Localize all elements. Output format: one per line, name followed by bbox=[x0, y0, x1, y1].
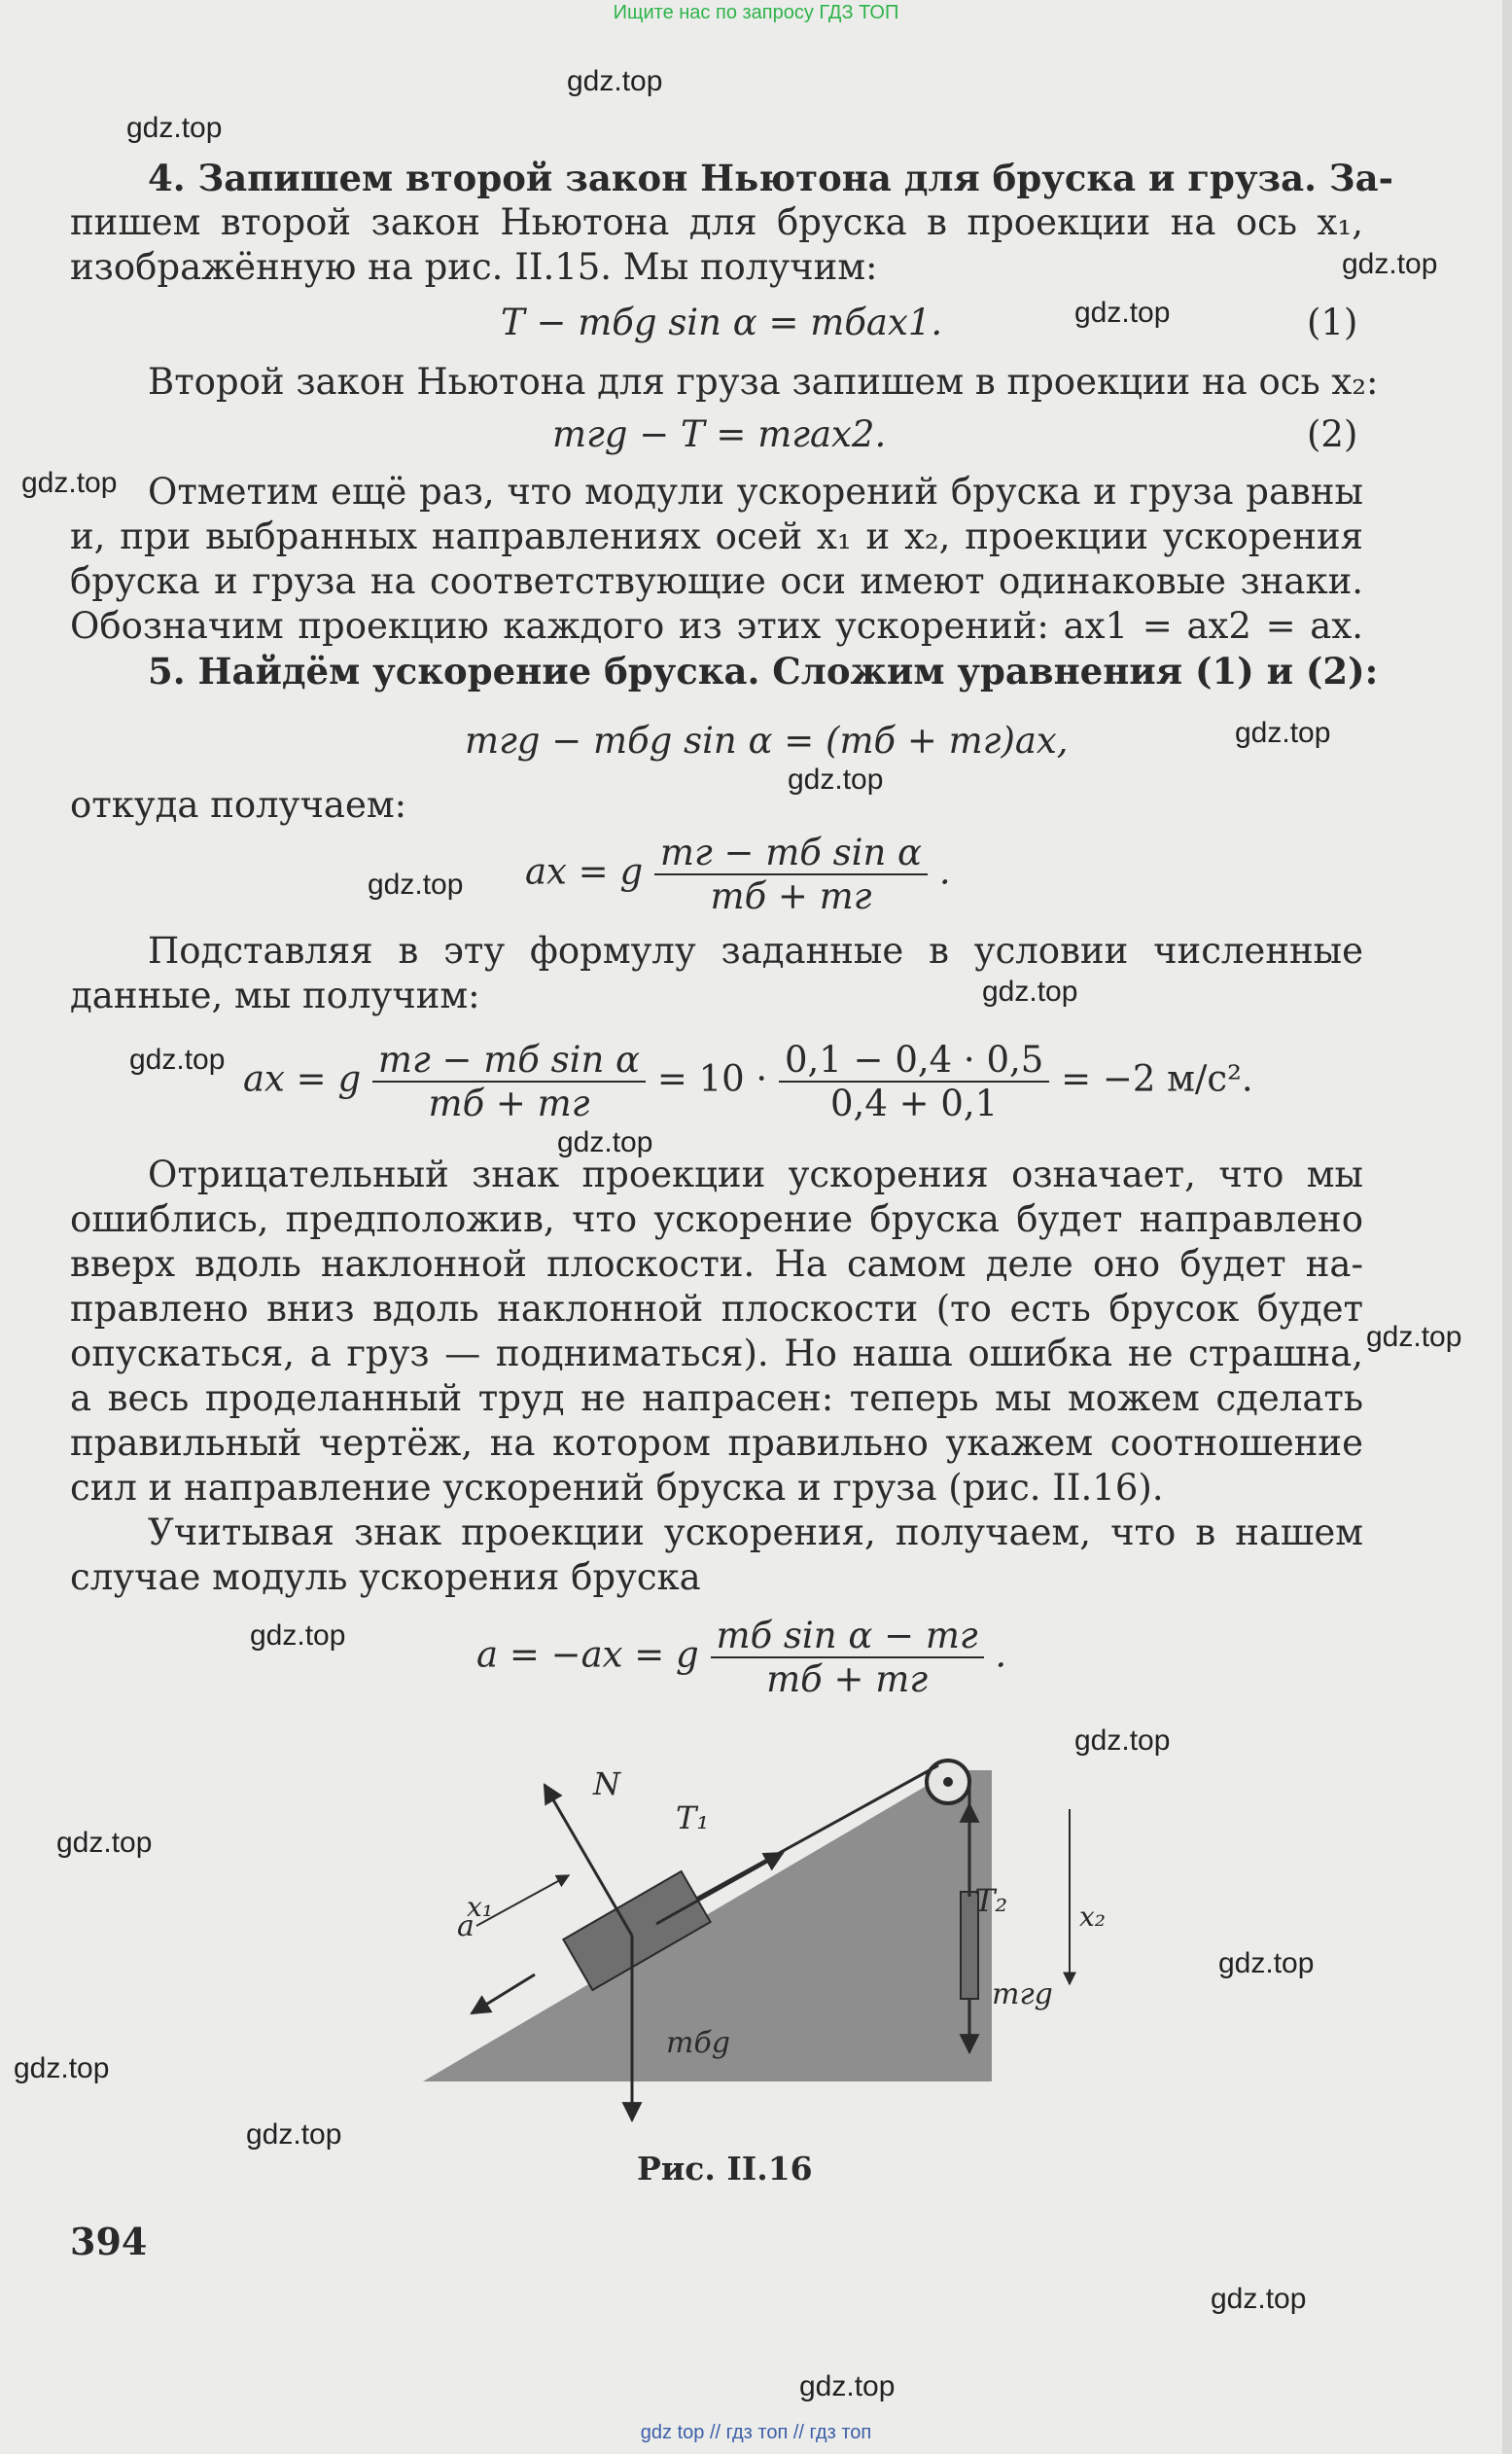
section-heading-5: 5. Найдём ускорение бруска. Сложим уравнения (1) и (2): bbox=[148, 650, 1379, 693]
text-line: опускаться, а груз — подниматься). Но наша ошибка не страшна, bbox=[70, 1333, 1363, 1374]
page-edge bbox=[1502, 0, 1512, 2454]
text-line: Второй закон Ньютона для груза запишем в проекции на ось x₂: bbox=[148, 361, 1379, 403]
equation-5 bbox=[243, 1039, 1253, 1124]
text-line: Подставляя в эту формулу заданные в условии численные bbox=[148, 930, 1363, 972]
text-line: Отрицательный знак проекции ускорения означает, что мы bbox=[148, 1154, 1363, 1195]
text-line: данные, мы получим: bbox=[70, 975, 480, 1016]
eq5-denominator: mб + mг bbox=[428, 1083, 590, 1124]
equation-2: mгg − T = mгax2. bbox=[552, 413, 887, 455]
equation-1: T − mбg sin α = mбax1. bbox=[501, 302, 943, 343]
text-line: Учитывая знак проекции ускорения, получаем, что в нашем bbox=[148, 1512, 1363, 1553]
label-a: a bbox=[457, 1909, 475, 1943]
acceleration-vector bbox=[472, 1974, 535, 2013]
label-x1: x₁ bbox=[467, 1891, 494, 1923]
text-line: изображённую на рис. II.15. Мы получим: bbox=[70, 246, 878, 288]
label-mgg: mгg bbox=[992, 1977, 1053, 2011]
watermark: gdz.top bbox=[129, 1044, 226, 1076]
text-line: Отметим ещё раз, что модули ускорений бруска и груза равны bbox=[148, 471, 1363, 513]
eq5-numeric-numerator: 0,1 − 0,4 · 0,5 bbox=[779, 1039, 1049, 1083]
page-number: 394 bbox=[70, 2220, 148, 2263]
watermark: gdz.top bbox=[21, 467, 118, 499]
eq6-denominator: mб + mг bbox=[766, 1658, 929, 1700]
section-heading-4: 4. Запишем второй закон Ньютона для бруска и груза. За- bbox=[148, 157, 1393, 199]
text-line: бруска и груза на соответствующие оси имеют одинаковые знаки. bbox=[70, 560, 1363, 602]
watermark: gdz.top bbox=[1366, 1321, 1462, 1353]
eq5-mid: = 10 · bbox=[656, 1057, 768, 1100]
eq5-numeric-denominator: 0,4 + 0,1 bbox=[830, 1083, 999, 1124]
watermark: gdz.top bbox=[1074, 297, 1171, 329]
text-line: сил и направление ускорений бруска и груза (рис. II.16). bbox=[70, 1467, 1164, 1509]
bottom-links[interactable]: gdz top // гдз топ // гдз топ bbox=[640, 2422, 872, 2443]
text-line: а весь проделанный труд не напрасен: теперь мы можем сделать bbox=[70, 1377, 1363, 1419]
text-line: пишем второй закон Ньютона для бруска в проекции на ось x₁, bbox=[70, 201, 1363, 243]
watermark: gdz.top bbox=[1235, 717, 1331, 749]
text-line: ошиблись, предположив, что ускорение бруска будет направлено bbox=[70, 1198, 1363, 1240]
equation-6 bbox=[476, 1615, 1006, 1700]
text-line: и, при выбранных направлениях осей x₁ и x₂, проекции ускорения bbox=[70, 516, 1363, 557]
text-line: правлено вниз вдоль наклонной плоскости (то есть брусок будет bbox=[70, 1288, 1363, 1330]
watermark: gdz.top bbox=[567, 65, 663, 97]
label-x2: x₂ bbox=[1079, 1901, 1107, 1933]
label-N: N bbox=[593, 1765, 620, 1802]
watermark: gdz.top bbox=[126, 112, 223, 144]
eq5-lhs: ax = g bbox=[243, 1057, 362, 1100]
watermark: gdz.top bbox=[799, 2370, 896, 2402]
eq4-numerator: mг − mб sin α bbox=[654, 832, 928, 875]
eq4-end: . bbox=[938, 850, 951, 893]
watermark: gdz.top bbox=[1218, 1947, 1315, 1979]
watermark: gdz.top bbox=[1074, 1725, 1171, 1757]
watermark: gdz.top bbox=[14, 2052, 110, 2084]
pulley-axle bbox=[943, 1777, 953, 1787]
eq5-fraction-numeric bbox=[779, 1039, 1049, 1124]
equation-3: mгg − mбg sin α = (mб + mг)ax, bbox=[465, 720, 1069, 762]
eq4-lhs: ax = g bbox=[525, 850, 644, 893]
watermark: gdz.top bbox=[1342, 248, 1438, 280]
eq6-end: . bbox=[995, 1633, 1007, 1676]
watermark: gdz.top bbox=[246, 2118, 342, 2151]
eq5-numerator: mг − mб sin α bbox=[372, 1039, 646, 1083]
figure-caption: Рис. II.16 bbox=[637, 2150, 813, 2187]
eq5-fraction-symbolic bbox=[372, 1039, 646, 1124]
eq5-result: = −2 м/с². bbox=[1061, 1057, 1253, 1100]
watermark: gdz.top bbox=[557, 1126, 653, 1158]
normal-force-vector bbox=[545, 1785, 632, 1936]
eq6-lhs: a = −ax = g bbox=[476, 1633, 699, 1676]
watermark: gdz.top bbox=[788, 764, 884, 796]
eq6-fraction bbox=[711, 1615, 984, 1700]
label-T1: T₁ bbox=[676, 1799, 710, 1836]
watermark: gdz.top bbox=[250, 1619, 346, 1652]
watermark: gdz.top bbox=[56, 1827, 153, 1859]
watermark: gdz.top bbox=[982, 976, 1078, 1008]
equation-number: (1) bbox=[1307, 302, 1358, 343]
eq6-numerator: mб sin α − mг bbox=[711, 1615, 984, 1658]
figure-ii16 bbox=[408, 1692, 1206, 2150]
text-line: откуда получаем: bbox=[70, 784, 407, 826]
equation-number: (2) bbox=[1307, 413, 1358, 455]
top-search-link[interactable]: Ищите нас по запросу ГДЗ ТОП bbox=[613, 2, 899, 23]
text-line: Обозначим проекцию каждого из этих ускорений: ax1 = ax2 = ax. bbox=[70, 605, 1363, 647]
text-line: вверх вдоль наклонной плоскости. На самом деле оно будет на- bbox=[70, 1243, 1363, 1285]
text-line: правильный чертёж, на котором правильно укажем соотношение bbox=[70, 1422, 1363, 1464]
label-T2: T₂ bbox=[974, 1882, 1008, 1919]
watermark: gdz.top bbox=[1211, 2283, 1307, 2315]
label-mbg: mбg bbox=[666, 2026, 730, 2060]
text-line: случае модуль ускорения бруска bbox=[70, 1556, 701, 1598]
eq4-denominator: mб + mг bbox=[710, 875, 872, 917]
watermark: gdz.top bbox=[368, 869, 464, 901]
equation-4 bbox=[525, 832, 951, 917]
eq4-fraction bbox=[654, 832, 928, 917]
